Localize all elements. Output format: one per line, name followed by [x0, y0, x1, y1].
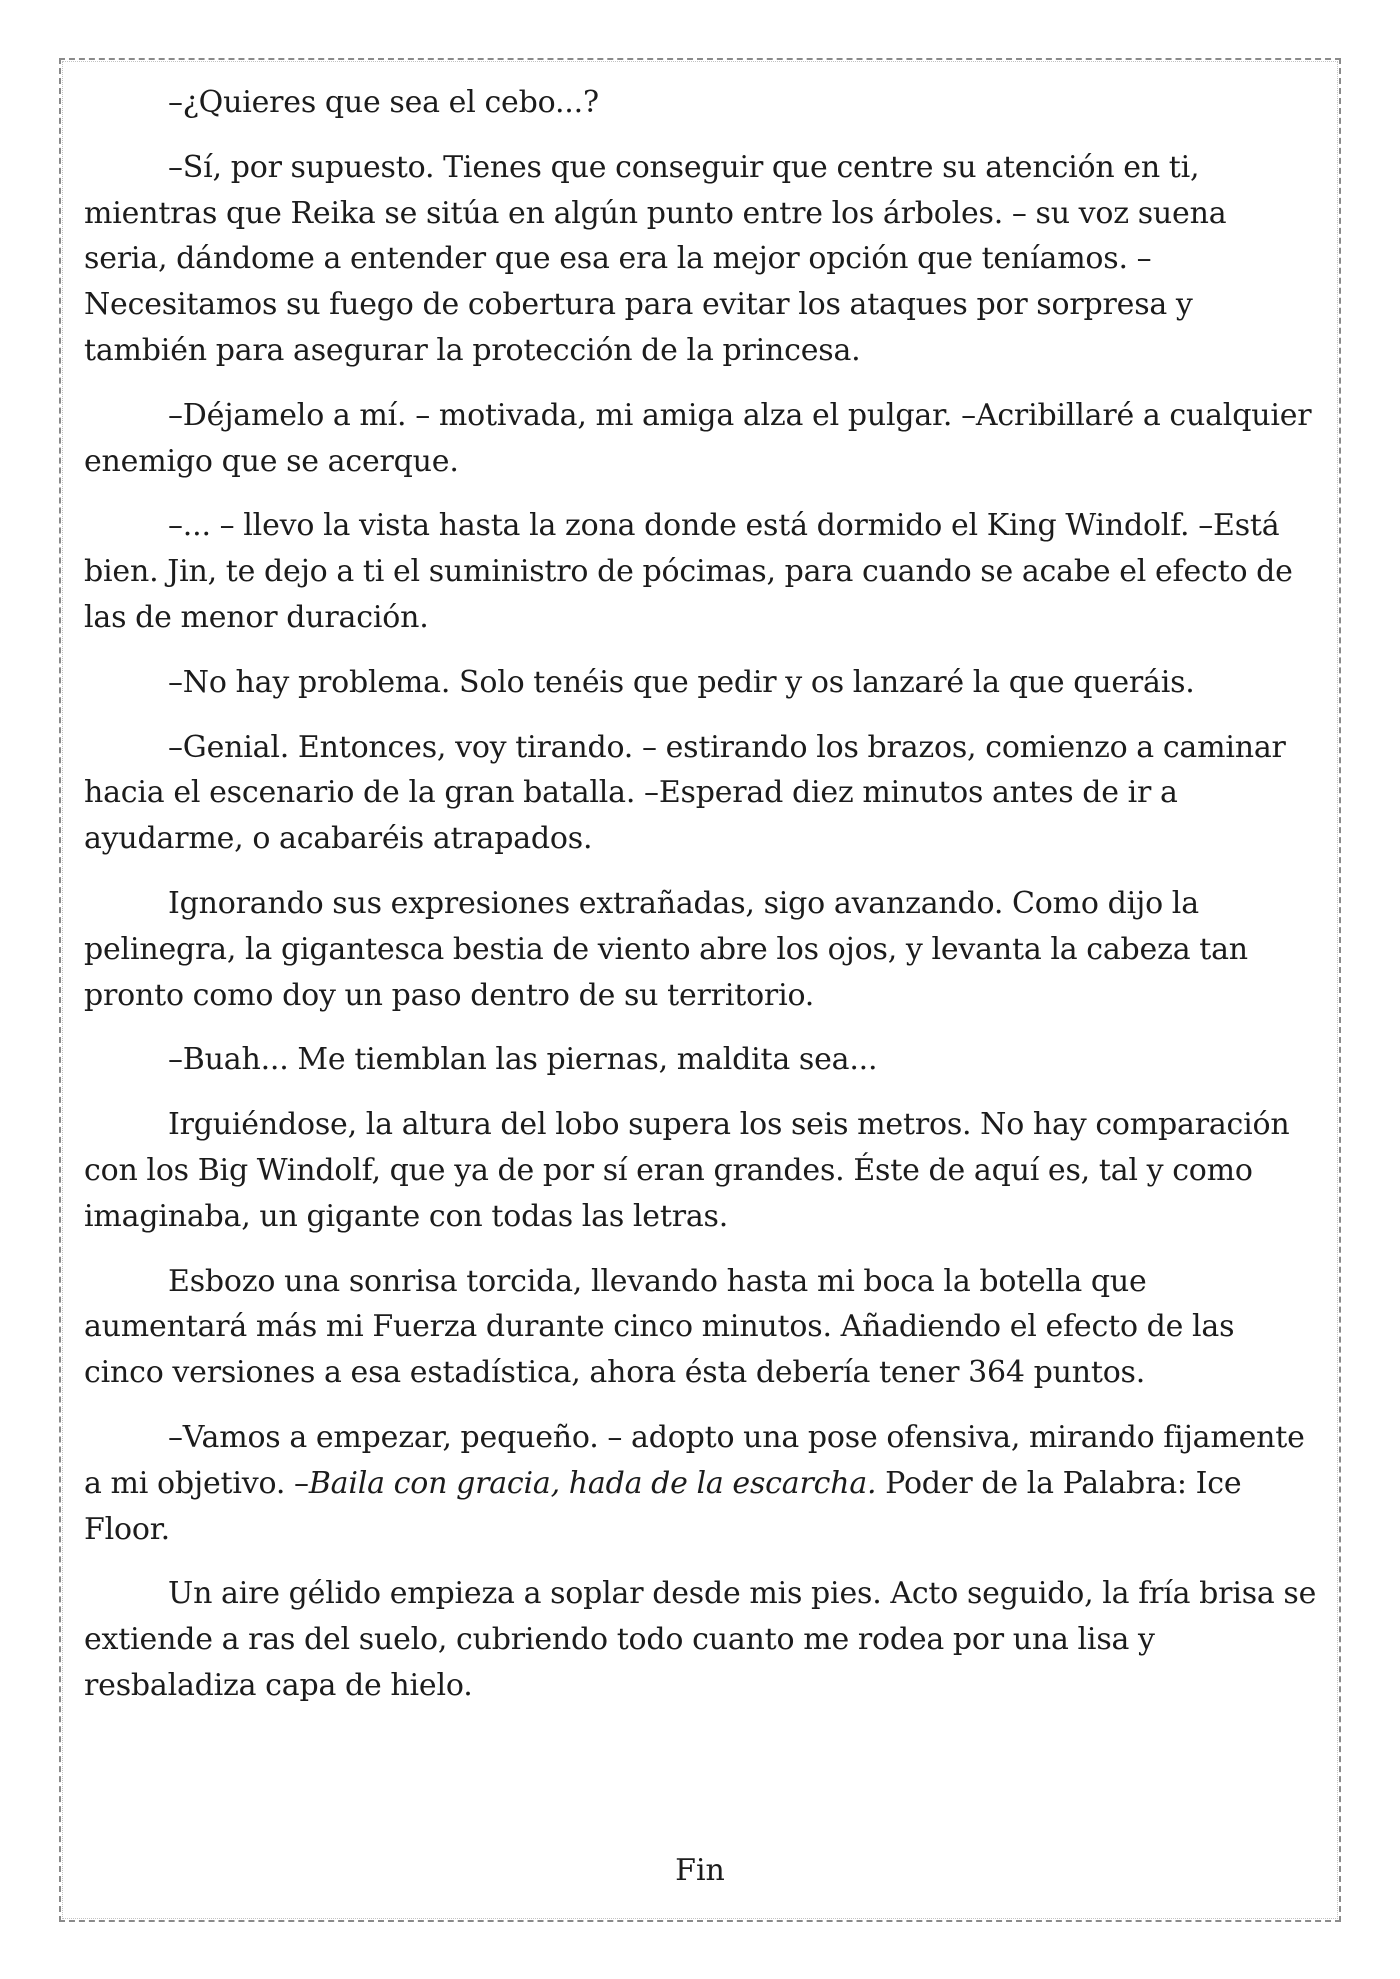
paragraph: Esbozo una sonrisa torcida, llevando hasta mi boca la botella que aumentará más mi Fuerza durante cinco minutos. Añadiendo el efecto de las cinco versiones a esa estadística, ahora ésta debería tener 364 puntos. — [84, 1263, 1235, 1391]
spell-name-text: Poder de la Palabra: Ice Floor. — [84, 1465, 1242, 1547]
paragraph: –Déjamelo a mí. – motivada, mi amiga alza el pulgar. –Acribillaré a cualquier enemigo que se acerque. — [84, 397, 1312, 479]
paragraph: Un aire gélido empieza a soplar desde mis pies. Acto seguido, la fría brisa se extiende a ras del suelo, cubriendo todo cuanto me rodea por una lisa y resbaladiza capa de hielo. — [84, 1576, 1317, 1703]
paragraph-spell — [84, 1415, 1318, 1552]
spell-lead-text: –Vamos a empezar, pequeño. – adopto una pose ofensiva, mirando fijamente a mi objetivo. – — [84, 1419, 1305, 1501]
paragraph: –Genial. Entonces, voy tirando. – estirando los brazos, comienzo a caminar hacia el escenario de la gran batalla. –Esperad diez minutos antes de ir a ayudarme, o acabaréis atrapados. — [84, 729, 1286, 857]
paragraph: Ignorando sus expresiones extrañadas, sigo avanzando. Como dijo la pelinegra, la gigantesca bestia de viento abre los ojos, y levanta la cabeza tan pronto como doy un paso dentro de su territorio. — [84, 885, 1248, 1013]
paragraph: –... – llevo la vista hasta la zona donde está dormido el King Windolf. –Está bien. Jin, te dejo a ti el suministro de pócimas, para cuando se acabe el efecto de las de menor duración. — [84, 508, 1293, 635]
spell-incantation: Baila con gracia, hada de la escarcha. — [308, 1465, 877, 1501]
end-marker: Fin — [675, 1853, 725, 1888]
paragraph: Irguiéndose, la altura del lobo supera los seis metros. No hay comparación con los Big Windolf, que ya de por sí eran grandes. Éste de aquí es, tal y como imaginaba, un gigante con todas las letras. — [84, 1107, 1290, 1234]
paragraph: –Sí, por supuesto. Tienes que conseguir que centre su atención en ti, mientras que Reika se sitúa en algún punto entre los árboles. – su voz suena seria, dándome a entender que esa era la mejor opción que teníamos. –Necesitamos su fuego de cobertura para evitar los ataques por sorpresa y también para asegurar la protección de la princesa. — [84, 149, 1227, 368]
story-text — [84, 80, 1318, 1728]
paragraph: –No hay problema. Solo tenéis que pedir y os lanzaré la que queráis. — [168, 664, 1195, 700]
paragraph: –¿Quieres que sea el cebo...? — [168, 85, 599, 120]
paragraph: –Buah... Me tiemblan las piernas, maldita sea... — [168, 1042, 878, 1078]
